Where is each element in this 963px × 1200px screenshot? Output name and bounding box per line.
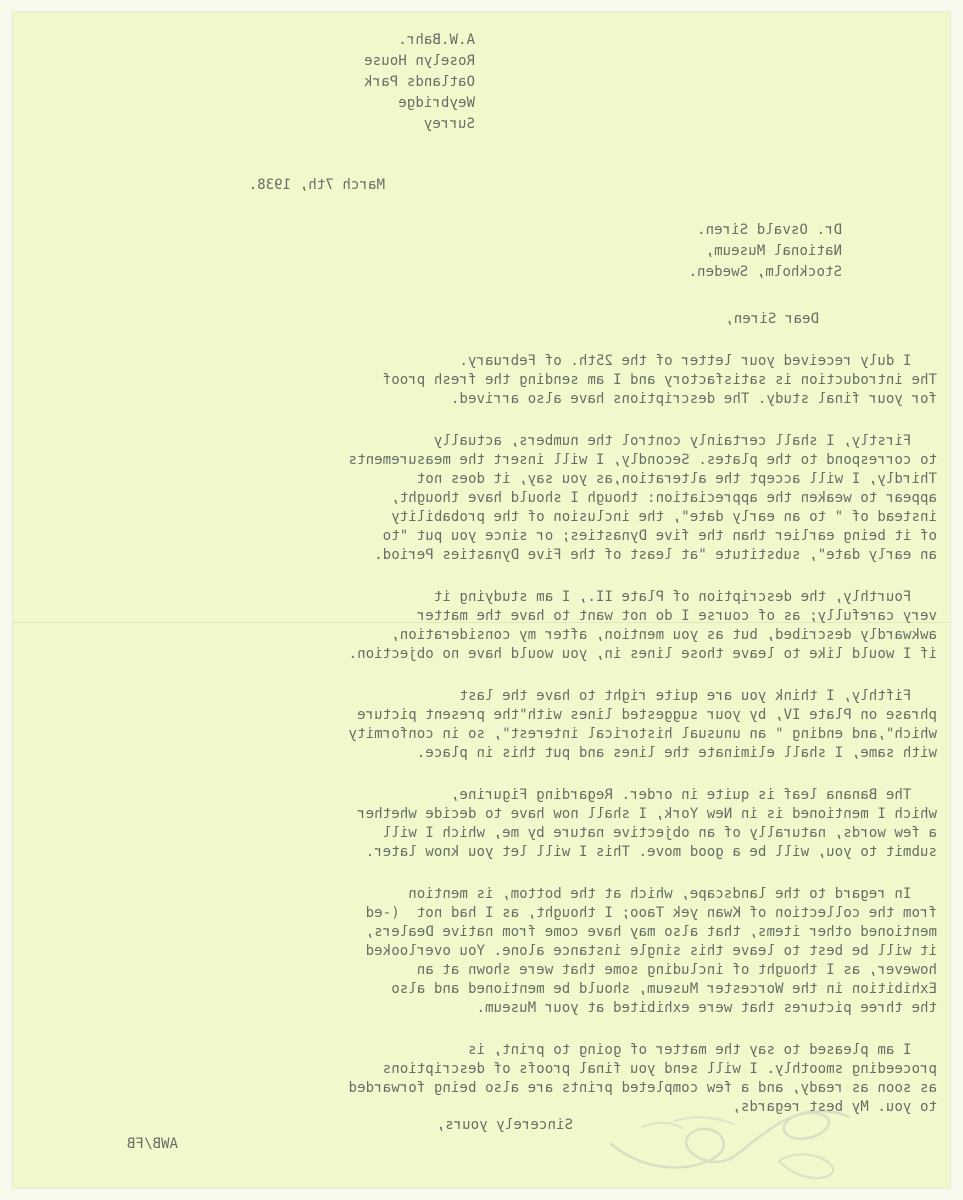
paragraph-line: which",and ending " an unusual historical interest", so in conformity <box>348 726 937 742</box>
recipient-line: National Museum, <box>705 243 842 259</box>
paragraph-line: to you. My best regards, <box>732 1099 937 1115</box>
paragraph-line: The Banana leaf is quite in order. Regarding Figurine, <box>450 787 937 803</box>
letterhead-line: A.W.Bahr. <box>398 32 475 48</box>
paragraph-line: which I mentioned is in New York, I shall now have to decide whether <box>357 806 937 822</box>
paragraph-line: to correspond to the plates. Secondly, I will insert the measurements <box>348 452 937 468</box>
paragraph-line: appear to weaken the appreciation: though I should have thought, <box>391 490 937 506</box>
paragraph-line: Firstly, I shall certainly control the numbers, actually <box>433 433 937 449</box>
paragraph-line: I duly received your letter of the 25th. of February. <box>459 353 937 369</box>
closing: Sincerely yours, <box>436 1117 573 1133</box>
paragraph-line: Fifthly, I think you are quite right to have the last <box>459 688 937 704</box>
paragraph-line: the three pictures that were exhibited at your Museum. <box>476 1000 937 1016</box>
paragraph-line: very carefully; as of course I do not want to have the matter <box>416 608 937 624</box>
paragraph-line: Fourthly, the description of Plate II., I am studying it <box>433 589 937 605</box>
paragraph-line: The introduction is satisfactory and I am sending the fresh proof <box>382 372 937 388</box>
paragraph-line: submit to you, will be a good move. This I will let you know later. <box>365 844 937 860</box>
paragraph <box>13 352 937 409</box>
paragraph <box>13 885 937 1018</box>
paragraph-line: instead of " to an early date", the inclusion of the probability <box>391 509 937 525</box>
paragraph-line: of it being earlier than the five Dynasties; or since you put "to <box>382 528 937 544</box>
paragraph-line: In regard to the landscape, which at the bottom, is mention <box>408 886 937 902</box>
letterhead-line: Roselyn House <box>364 53 475 69</box>
letterhead-line: Surrey <box>423 116 475 132</box>
recipient-line: Stockholm, Sweden. <box>688 264 842 280</box>
salutation: Dear Siren, <box>725 311 819 327</box>
paragraph-line: for your final study. The descriptions have also arrived. <box>450 391 937 407</box>
typist-initials: AWB/FB <box>126 1136 178 1152</box>
paragraph-line: however, as I thought of including some that were shown at an <box>416 962 937 978</box>
mirrored-letter-text <box>13 12 950 1188</box>
paragraph-line: an early date", substitute "at least of the Five Dynasties Period. <box>374 547 937 563</box>
paragraph-line: as soon as ready, and a few completed prints are also being forwarded <box>348 1080 937 1096</box>
paragraph-line: it will be best to leave this single instance alone. You overlooked <box>365 943 937 959</box>
paragraph-line: phrase on Plate IV, by your suggested lines with"the present picture <box>357 707 937 723</box>
recipient-block <box>688 220 842 283</box>
paragraph-line: if I would like to leave those lines in, you would have no objection. <box>348 646 937 662</box>
paragraph-line: proceeding smoothly. I will send you final proofs of descriptions <box>382 1061 937 1077</box>
recipient-line: Dr. Osvald Siren. <box>697 222 842 238</box>
letterhead-line: Weybridge <box>398 95 475 111</box>
paragraph-line: from the collection of Kwan yek Taoo; I thought, as I had not (-ed <box>365 905 937 921</box>
letter-sheet <box>13 12 950 1188</box>
paragraph <box>13 1041 937 1117</box>
paragraph <box>13 687 937 763</box>
paragraph <box>13 786 937 862</box>
letter-date: March 7th, 1938. <box>248 177 385 193</box>
paragraph-line: Exhibition in the Worcester Museum, should be mentioned and also <box>391 981 937 997</box>
letterhead-line: Oatlands Park <box>364 74 475 90</box>
paragraph <box>13 432 937 565</box>
paragraph-line: mentioned other items, that also may have come from native Dealers, <box>365 924 937 940</box>
paragraph-line: Thirdly, I will accept the alteration,as you say, it does not <box>416 471 937 487</box>
paragraph-line: a few words, naturally of an objective nature by me, which I will <box>382 825 937 841</box>
letterhead-block <box>295 30 475 135</box>
paragraph-line: awkwardly described, but as you mention, after my consideration, <box>391 627 937 643</box>
paragraph-line: with same, I shall eliminate the lines and put this in place. <box>416 745 937 761</box>
letter-body <box>13 352 937 1140</box>
paragraph-line: I am pleased to say the matter of going to print, is <box>467 1042 937 1058</box>
paragraph <box>13 588 937 664</box>
